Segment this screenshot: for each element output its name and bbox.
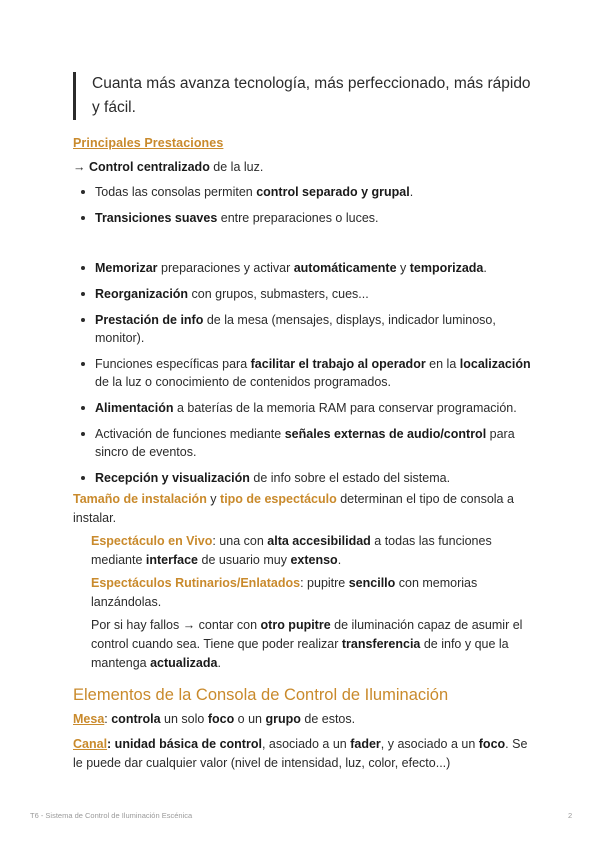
list-item: Recepción y visualización de info sobre el estado del sistema. [73, 469, 533, 487]
rutinarios-paragraph: Espectáculos Rutinarios/Enlatados: pupitre sencillo con memorias lanzándolas. [91, 576, 478, 609]
install-paragraph: Tamaño de instalación y tipo de espectáculo determinan el tipo de consola a instalar. [73, 492, 514, 525]
list-item: Prestación de info de la mesa (mensajes, displays, indicador luminoso, monitor). [73, 311, 533, 347]
mesa-paragraph: Mesa: controla un solo foco o un grupo de estos. [73, 712, 356, 726]
bullet-list-b [73, 259, 533, 495]
quote-text: Cuanta más avanza tecnología, más perfeccionado, más rápido y fácil. [92, 75, 531, 116]
fallos-paragraph: Por si hay fallos → contar con otro pupitre de iluminación capaz de asumir el control cuando sea. Tiene que poder realizar transferencia de info y que la mantenga actualizada. [91, 618, 523, 670]
section-heading: Elementos de la Consola de Control de Iluminación [73, 686, 449, 704]
list-item: Activación de funciones mediante señales externas de audio/control para sincro de eventos. [73, 425, 533, 461]
list-item: Reorganización con grupos, submasters, cues... [73, 285, 533, 303]
list-item: Alimentación a baterías de la memoria RAM para conservar programación. [73, 399, 533, 417]
quote-block [73, 72, 532, 120]
section-title: Principales Prestaciones [73, 136, 224, 150]
arrow-line: → Control centralizado de la luz. [73, 160, 264, 174]
list-item: Funciones específicas para facilitar el trabajo al operador en la localización de la luz o conocimiento de contenidos programados. [73, 355, 533, 391]
list-item: Memorizar preparaciones y activar automáticamente y temporizada. [73, 259, 533, 277]
vivo-paragraph: Espectáculo en Vivo: una con alta accesibilidad a todas las funciones mediante interface de usuario muy extenso. [91, 534, 492, 567]
page-number: 2 [568, 811, 573, 820]
canal-paragraph: Canal: unidad básica de control, asociado a un fader, y asociado a un foco. Se le puede dar cualquier valor (nivel de intensidad, luz, color, efecto...) [73, 737, 528, 770]
list-item: Todas las consolas permiten control separado y grupal. [73, 183, 533, 201]
list-item: Transiciones suaves entre preparaciones o luces. [73, 209, 533, 227]
bullet-list-a [73, 183, 533, 235]
page-footer: T6 - Sistema de Control de Iluminación Escénica [30, 811, 193, 820]
